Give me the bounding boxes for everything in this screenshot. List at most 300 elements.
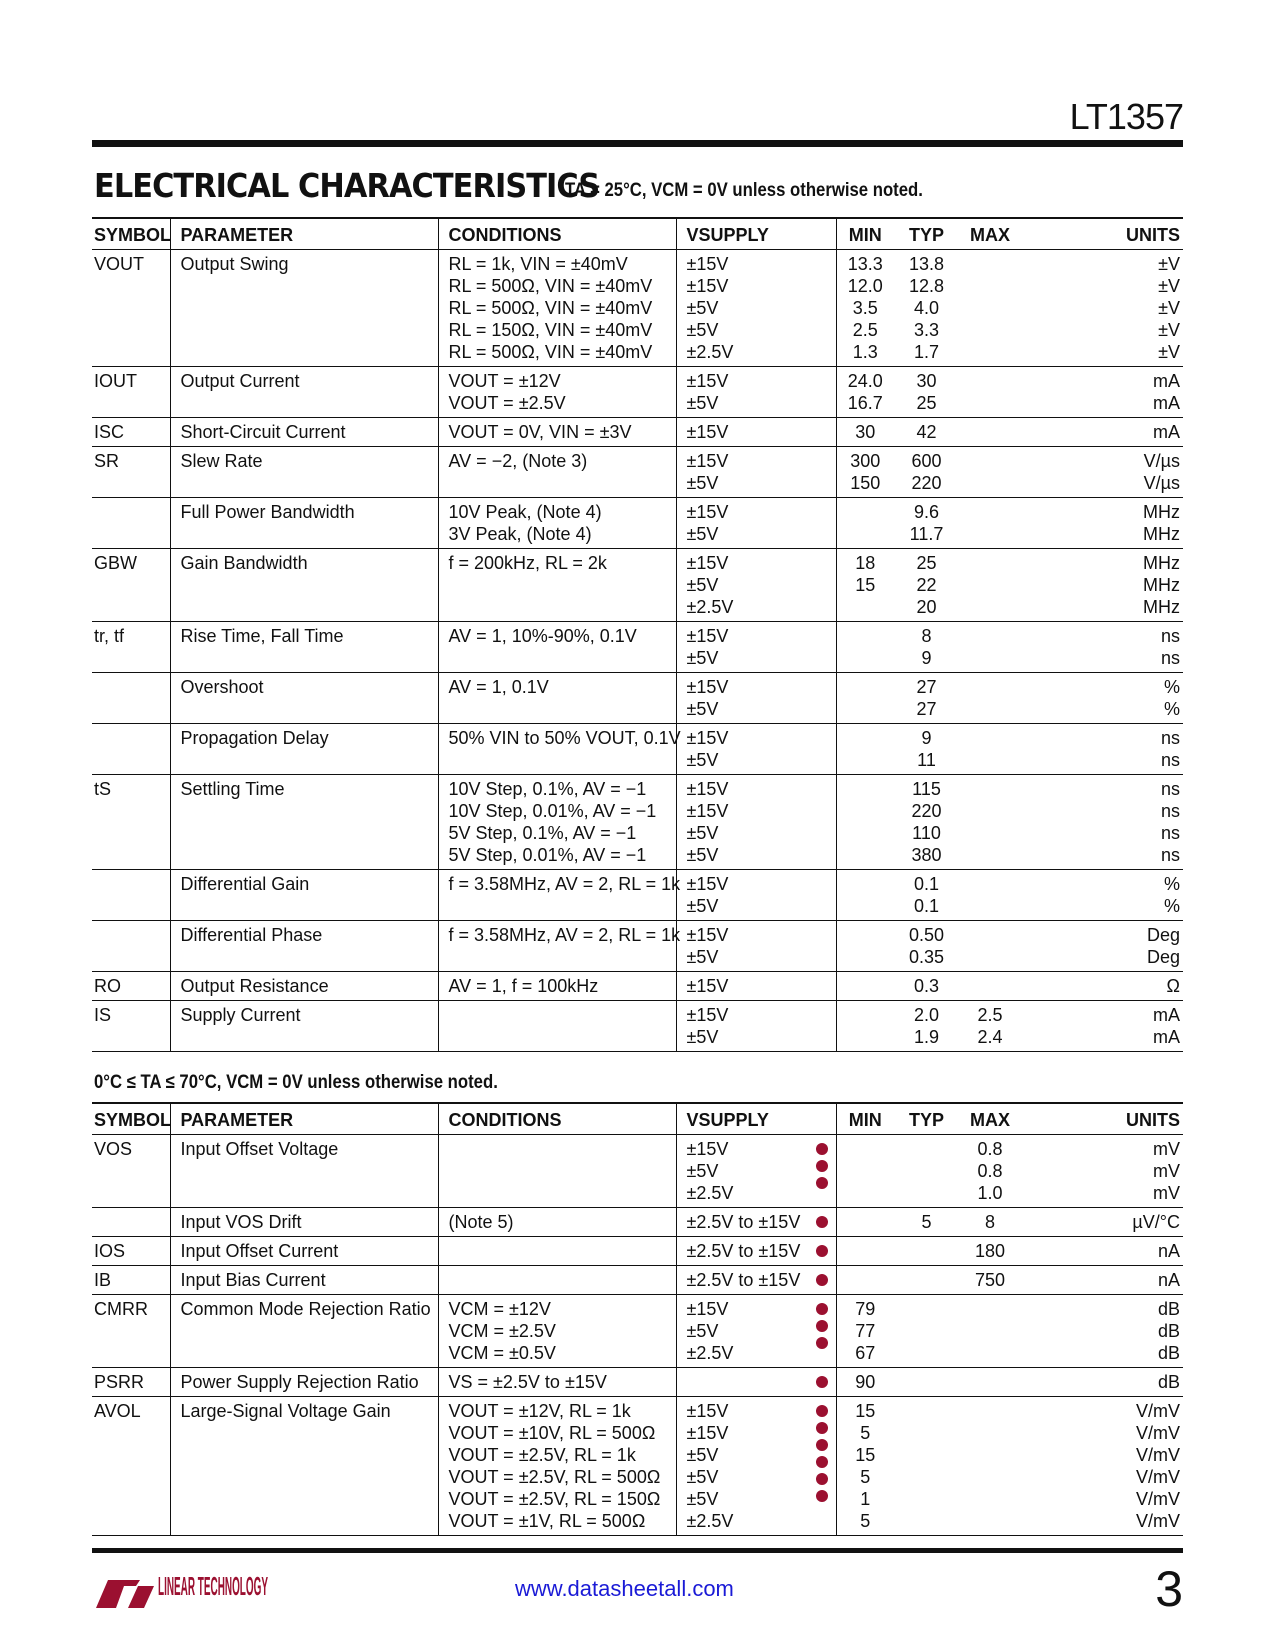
symbol-cell: IOS [92,1237,170,1266]
full-temperature-range-dot-icon [816,1274,828,1286]
temperature-range-cell [808,1208,836,1237]
max-cell [959,1295,1021,1368]
table-row [92,1368,1183,1397]
symbol-cell: VOUT [92,250,170,367]
conditions-cell [438,250,676,367]
col-min: MIN [836,218,894,250]
min-cell-line: 18 [855,553,876,573]
top-rule [92,140,1183,147]
symbol-cell: AVOL [92,1397,170,1536]
conditions-cell-line: VOUT = ±2.5V, RL = 150Ω [448,1489,661,1509]
full-temperature-range-dot-icon [816,1216,828,1228]
units-cell-line: % [1163,677,1180,697]
units-cell-line: ns [1160,801,1180,821]
logo-text: LINEAR TECHNOLOGY [158,1571,268,1601]
vsupply-cell-line: ±5V [686,393,719,413]
vsupply-cell-line: ±5V [686,473,719,493]
section2-conditions: 0°C ≤ TA ≤ 70°C, VCM = 0V unless otherwise noted. [94,1072,498,1093]
vsupply-cell-line: ±2.5V to ±15V [686,1212,801,1232]
units-cell-line: mA [1153,371,1180,391]
symbol-cell [92,870,170,921]
vsupply-cell-line: ±2.5V to ±15V [686,1241,801,1261]
units-cell-line: µV/°C [1132,1212,1180,1232]
units-cell-line: V/mV [1135,1489,1180,1509]
vsupply-cell [676,418,836,447]
conditions-cell-line: VOUT = ±10V, RL = 500Ω [448,1423,656,1443]
section-conditions: TA = 25°C, VCM = 0V unless otherwise noted. [565,180,923,201]
typ-cell-line: 3.3 [913,320,940,340]
min-cell [836,1237,894,1266]
max-cell-line: 1.0 [977,1183,1003,1203]
units-cell-line: ±V [1158,320,1180,340]
min-cell-line: 90 [855,1372,876,1392]
max-cell [959,250,1021,367]
typ-cell-line: 25 [916,393,937,413]
typ-cell [894,1397,959,1536]
vsupply-cell-line: ±15V [686,779,729,799]
max-cell-line: 8 [984,1212,995,1232]
vsupply-cell-line: ±5V [686,699,719,719]
page-number: 3 [1155,1561,1183,1617]
max-cell [959,921,1021,972]
min-cell-line: 15 [855,1445,876,1465]
typ-cell [894,1135,959,1208]
max-cell [959,367,1021,418]
typ-cell [894,1208,959,1237]
min-cell-line: 3.5 [852,298,878,318]
conditions-cell-line: VCM = ±12V [448,1299,551,1319]
min-cell-line: 77 [855,1321,876,1341]
conditions-cell [438,972,676,1001]
vsupply-cell [676,870,836,921]
typ-cell-line: 27 [916,699,937,719]
min-cell-line: 13.3 [847,254,883,274]
parameter-cell: Overshoot [170,673,438,724]
parameter-cell: Short-Circuit Current [170,418,438,447]
symbol-cell: tS [92,775,170,870]
parameter-cell: Power Supply Rejection Ratio [170,1368,438,1397]
min-cell-line: 1 [860,1489,871,1509]
typ-cell [894,1001,959,1052]
full-temperature-range-dot-icon [816,1160,828,1172]
typ-cell-line: 2.0 [913,1005,940,1025]
vsupply-cell-line: ±15V [686,1423,729,1443]
conditions-cell-line: RL = 500Ω, VIN = ±40mV [448,298,653,318]
parameter-cell: Differential Gain [170,870,438,921]
vsupply-cell [676,1368,808,1397]
symbol-cell: IB [92,1266,170,1295]
max-cell [959,1208,1021,1237]
max-cell-line: 0.8 [977,1161,1003,1181]
temperature-range-cell [808,1295,836,1368]
typ-cell [894,673,959,724]
conditions-cell-line: 10V Step, 0.01%, AV = −1 [448,801,657,821]
units-cell-line: MHz [1143,502,1180,522]
vsupply-cell-line: ±5V [686,896,719,916]
conditions-cell-line: AV = 1, f = 100kHz [448,976,599,996]
typ-cell [894,418,959,447]
conditions-cell-line: VS = ±2.5V to ±15V [448,1372,607,1392]
full-temperature-range-dot-icon [816,1490,828,1502]
max-cell [959,673,1021,724]
full-temperature-range-dot-icon [816,1177,828,1189]
table-row [92,1135,1183,1208]
table-row [92,1397,1183,1536]
parameter-cell: Output Swing [170,250,438,367]
table-row [92,1295,1183,1368]
typ-cell-line: 8 [921,626,932,646]
vsupply-cell-line: ±15V [686,451,729,471]
units-cell [1021,250,1183,367]
typ-cell-line: 9 [921,728,932,748]
symbol-cell: tr, tf [92,622,170,673]
typ-cell [894,724,959,775]
units-cell-line: V/mV [1135,1467,1180,1487]
min-cell-line: 12.0 [847,276,883,296]
col-typ: TYP [894,1103,959,1135]
parameter-cell: Input Bias Current [170,1266,438,1295]
table-row [92,673,1183,724]
units-cell-line: V/mV [1135,1401,1180,1421]
parameter-cell: Output Resistance [170,972,438,1001]
vsupply-cell-line: ±5V [686,575,719,595]
units-cell-line: V/mV [1135,1511,1180,1531]
min-cell-line: 30 [855,422,876,442]
vsupply-cell-line: ±15V [686,728,729,748]
symbol-cell [92,724,170,775]
units-cell-line: mA [1153,393,1180,413]
units-cell-line: ±V [1158,298,1180,318]
conditions-cell [438,1266,676,1295]
parameter-cell: Rise Time, Fall Time [170,622,438,673]
max-cell [959,972,1021,1001]
table-row [92,1001,1183,1052]
temperature-range-table [92,1102,1183,1536]
conditions-cell [438,1397,676,1536]
conditions-cell-line: RL = 500Ω, VIN = ±40mV [448,276,653,296]
units-cell-line: ns [1160,823,1180,843]
conditions-cell [438,921,681,972]
units-cell-line: ns [1160,626,1180,646]
conditions-cell-line: VOUT = 0V, VIN = ±3V [448,422,632,442]
vsupply-cell [676,673,836,724]
col-parameter: PARAMETER [170,1103,438,1135]
conditions-cell-line: VCM = ±0.5V [448,1343,556,1363]
table-row [92,549,1183,622]
parameter-cell: Slew Rate [170,447,438,498]
max-cell-line: 2.4 [977,1027,1003,1047]
conditions-cell-line: VOUT = ±2.5V [448,393,566,413]
conditions-cell [438,870,681,921]
min-cell [836,921,894,972]
full-temperature-range-dot-icon [816,1422,828,1434]
symbol-cell [92,498,170,549]
max-cell [959,447,1021,498]
units-cell [1021,1397,1183,1536]
conditions-cell-line: RL = 500Ω, VIN = ±40mV [448,342,653,362]
symbol-cell: RO [92,972,170,1001]
vsupply-cell [676,1237,808,1266]
conditions-cell [438,1368,676,1397]
vsupply-cell-line: ±2.5V [686,1343,734,1363]
units-cell-line: mA [1153,1027,1180,1047]
units-cell-line: dB [1157,1343,1180,1363]
typ-cell-line: 11 [917,750,936,770]
parameter-cell: Settling Time [170,775,438,870]
parameter-cell: Input Offset Voltage [170,1135,438,1208]
min-cell [836,724,894,775]
min-cell-line: 16.7 [847,393,883,413]
min-cell [836,1001,894,1052]
conditions-cell [438,498,676,549]
vsupply-cell [676,1208,808,1237]
full-temperature-range-dot-icon [816,1303,828,1315]
conditions-cell-line: VOUT = ±12V, RL = 1k [448,1401,631,1421]
units-cell-line: mV [1153,1161,1180,1181]
symbol-cell: IS [92,1001,170,1052]
col-typ: TYP [894,218,959,250]
units-cell-line: ±V [1158,254,1180,274]
conditions-cell-line: VOUT = ±2.5V, RL = 500Ω [448,1467,661,1487]
typ-cell [894,870,959,921]
min-cell [836,1295,894,1368]
conditions-cell [438,1135,676,1208]
table-row [92,622,1183,673]
typ-cell-line: 22 [916,575,937,595]
units-cell-line: V/mV [1135,1423,1180,1443]
vsupply-cell [676,775,836,870]
vsupply-cell [676,250,836,367]
conditions-cell-line: 5V Step, 0.01%, AV = −1 [448,845,647,865]
vsupply-cell-line: ±15V [686,1139,729,1159]
vsupply-cell-line: ±15V [686,874,729,894]
col-symbol: SYMBOL [92,218,170,250]
units-cell-line: nA [1157,1241,1180,1261]
typ-cell-line: 0.50 [908,925,945,945]
units-cell-line: MHz [1143,524,1180,544]
conditions-cell [438,775,676,870]
table-header-row [92,218,1183,250]
units-cell [1021,1295,1183,1368]
table-row [92,972,1183,1001]
col-max: MAX [959,218,1021,250]
min-cell [836,1208,894,1237]
units-cell-line: MHz [1143,597,1180,617]
full-temperature-range-dot-icon [816,1376,828,1388]
units-cell-line: dB [1157,1299,1180,1319]
typ-cell-line: 12.8 [908,276,945,296]
typ-cell [894,775,959,870]
conditions-cell-line: VOUT = ±2.5V, RL = 1k [448,1445,636,1465]
linear-technology-logo [94,1568,274,1612]
symbol-cell: PSRR [92,1368,170,1397]
units-cell [1021,870,1183,921]
units-cell [1021,367,1183,418]
max-cell [959,1397,1021,1536]
units-cell-line: dB [1157,1372,1180,1392]
vsupply-cell [676,447,836,498]
vsupply-cell-line: ±5V [686,524,719,544]
typ-cell-line: 1.7 [913,342,940,362]
col-units: UNITS [1021,1103,1183,1135]
symbol-cell [92,1208,170,1237]
typ-cell-line: 1.9 [913,1027,940,1047]
col-conditions: CONDITIONS [438,1103,676,1135]
conditions-cell-line: VOUT = ±12V [448,371,561,391]
vsupply-cell [676,1135,808,1208]
units-cell-line: Ω [1166,976,1180,996]
units-cell-line: ns [1160,845,1180,865]
typ-cell-line: 115 [912,779,941,799]
vsupply-cell-line: ±2.5V [686,1511,734,1531]
parameter-cell: Input VOS Drift [170,1208,438,1237]
units-cell-line: MHz [1143,553,1180,573]
typ-cell-line: 30 [916,371,937,391]
min-cell [836,1135,894,1208]
min-cell [836,775,894,870]
typ-cell-line: 220 [911,473,942,493]
table-header-row [92,1103,1183,1135]
conditions-cell [438,1208,676,1237]
vsupply-cell-line: ±15V [686,1005,729,1025]
vsupply-cell [676,1001,836,1052]
min-cell [836,447,894,498]
vsupply-cell [676,1397,808,1536]
min-cell-line: 79 [855,1299,876,1319]
conditions-cell-line: 10V Peak, (Note 4) [448,502,602,522]
table-row [92,1208,1183,1237]
conditions-cell [438,367,676,418]
units-cell-line: ns [1160,728,1180,748]
units-cell [1021,921,1183,972]
units-cell [1021,724,1183,775]
table-row [92,447,1183,498]
vsupply-cell [676,724,836,775]
vsupply-cell-line: ±5V [686,648,719,668]
units-cell [1021,1266,1183,1295]
part-number: LT1357 [1069,96,1183,137]
vsupply-cell-line: ±5V [686,1445,719,1465]
typ-cell-line: 0.3 [913,976,940,996]
vsupply-cell-line: ±2.5V [686,597,734,617]
full-temperature-range-dot-icon [816,1337,828,1349]
vsupply-cell [676,1295,808,1368]
units-cell-line: mV [1153,1183,1180,1203]
parameter-cell: Full Power Bandwidth [170,498,438,549]
vsupply-cell-line: ±15V [686,801,729,821]
table-row [92,921,1183,972]
vsupply-cell-line: ±15V [686,1299,729,1319]
conditions-cell-line: RL = 1k, VIN = ±40mV [448,254,628,274]
vsupply-cell [676,972,836,1001]
conditions-cell-line: (Note 5) [448,1212,514,1232]
conditions-cell-line: 50% VIN to 50% VOUT, 0.1V [448,728,681,748]
table-row [92,1237,1183,1266]
vsupply-cell-line: ±5V [686,1467,719,1487]
units-cell-line: Deg [1146,925,1180,945]
min-cell-line: 24.0 [847,371,883,391]
units-cell-line: dB [1157,1321,1180,1341]
typ-cell [894,622,959,673]
typ-cell-line: 11.7 [909,524,944,544]
min-cell-line: 15 [855,1401,876,1421]
max-cell [959,1237,1021,1266]
min-cell-line: 5 [860,1423,871,1443]
col-conditions: CONDITIONS [438,218,676,250]
min-cell [836,367,894,418]
symbol-cell: IOUT [92,367,170,418]
conditions-cell-line: 10V Step, 0.1%, AV = −1 [448,779,647,799]
vsupply-cell-line: ±5V [686,298,719,318]
typ-cell-line: 42 [916,422,937,442]
vsupply-cell [676,549,836,622]
max-cell-line: 2.5 [977,1005,1003,1025]
full-temperature-range-dot-icon [816,1473,828,1485]
min-cell-line: 2.5 [852,320,878,340]
col-vsupply: VSUPPLY [676,1103,808,1135]
min-cell-line: 15 [855,575,876,595]
units-cell-line: mV [1153,1139,1180,1159]
units-cell [1021,1001,1183,1052]
vsupply-cell-line: ±5V [686,823,719,843]
units-cell [1021,972,1183,1001]
footer-url[interactable]: www.datasheetall.com [515,1576,734,1601]
min-cell [836,549,894,622]
max-cell-line: 180 [974,1241,1006,1261]
min-cell-line: 150 [850,473,881,493]
min-cell [836,418,894,447]
typ-cell [894,549,959,622]
conditions-cell-line: f = 3.58MHz, AV = 2, RL = 1k [448,874,681,894]
parameter-cell: Differential Phase [170,921,438,972]
vsupply-cell-line: ±15V [686,422,729,442]
units-cell-line: % [1163,874,1180,894]
conditions-cell [438,418,676,447]
symbol-cell: GBW [92,549,170,622]
conditions-cell-line: RL = 150Ω, VIN = ±40mV [448,320,653,340]
parameter-cell: Supply Current [170,1001,438,1052]
vsupply-cell-line: ±15V [686,677,729,697]
conditions-cell-line: 3V Peak, (Note 4) [448,524,592,544]
typ-cell-line: 9 [921,648,932,668]
typ-cell [894,1266,959,1295]
units-cell-line: mA [1153,1005,1180,1025]
units-cell [1021,1208,1183,1237]
conditions-cell [438,622,676,673]
typ-cell-line: 20 [916,597,937,617]
vsupply-cell-line: ±15V [686,626,729,646]
full-temperature-range-dot-icon [816,1456,828,1468]
conditions-cell-line: AV = 1, 10%-90%, 0.1V [448,626,637,646]
symbol-cell: VOS [92,1135,170,1208]
max-cell-line: 750 [974,1270,1006,1290]
max-cell [959,1001,1021,1052]
table-row [92,724,1183,775]
conditions-cell [438,549,676,622]
conditions-cell [438,724,681,775]
table-row [92,870,1183,921]
table-row [92,775,1183,870]
vsupply-cell-line: ±15V [686,254,729,274]
min-cell-line: 300 [850,451,881,471]
conditions-cell [438,1237,676,1266]
vsupply-cell [676,921,836,972]
conditions-cell-line: AV = −2, (Note 3) [448,451,588,471]
typ-cell-line: 0.1 [913,896,940,916]
bottom-rule [92,1548,1183,1553]
vsupply-cell-line: ±15V [686,925,729,945]
table-body [92,1135,1183,1536]
